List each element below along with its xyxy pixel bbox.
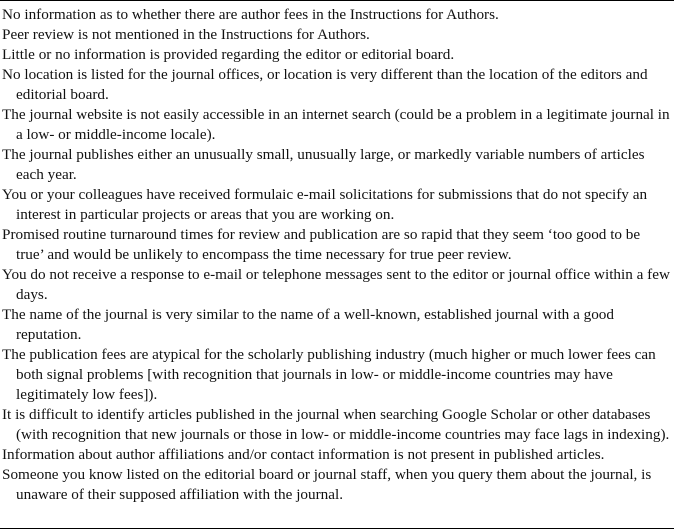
- warning-sign-item: Little or no information is provided regarding the editor or editorial board.: [2, 46, 455, 63]
- warning-sign-item: The publication fees are atypical for the scholarly publishing industry (much higher or much lower fees can both signal problems [with recognition that journals in low- or middle-income countries may have legitimately low fees]).: [2, 346, 656, 403]
- warning-sign-item: You do not receive a response to e-mail or telephone messages sent to the editor or journal office within a few days.: [2, 266, 670, 303]
- warning-sign-item: Someone you know listed on the editorial board or journal staff, when you query them about the journal, is unaware of their supposed affiliation with the journal.: [2, 466, 652, 503]
- warning-sign-item: You or your colleagues have received formulaic e-mail solicitations for submissions that do not specify an interest in particular projects or areas that you are working on.: [2, 186, 648, 223]
- warning-sign-item: No information as to whether there are author fees in the Instructions for Authors.: [2, 6, 499, 23]
- warning-sign-item: The journal website is not easily accessible in an internet search (could be a problem in a legitimate journal in a low- or middle-income locale).: [2, 106, 670, 143]
- warning-sign-item: Peer review is not mentioned in the Instructions for Authors.: [2, 26, 370, 43]
- warning-sign-item: Information about author affiliations and/or contact information is not present in published articles.: [2, 446, 605, 463]
- warning-sign-item: The name of the journal is very similar to the name of a well-known, established journal with a good reputation.: [2, 306, 614, 343]
- warning-sign-item: No location is listed for the journal offices, or location is very different than the location of the editors and editorial board.: [2, 66, 648, 103]
- warning-sign-item: Promised routine turnaround times for review and publication are so rapid that they seem ‘too good to be true’ and would be unlikely to encompass the time necessary for true peer review.: [2, 226, 641, 263]
- warning-sign-item: It is difficult to identify articles published in the journal when searching Google Scholar or other databases (with recognition that new journals or those in low- or middle-income countries may face lags in indexing).: [2, 406, 670, 443]
- warning-signs-list: [0, 1, 674, 505]
- warning-sign-item: The journal publishes either an unusually small, unusually large, or markedly variable numbers of articles each year.: [2, 146, 645, 183]
